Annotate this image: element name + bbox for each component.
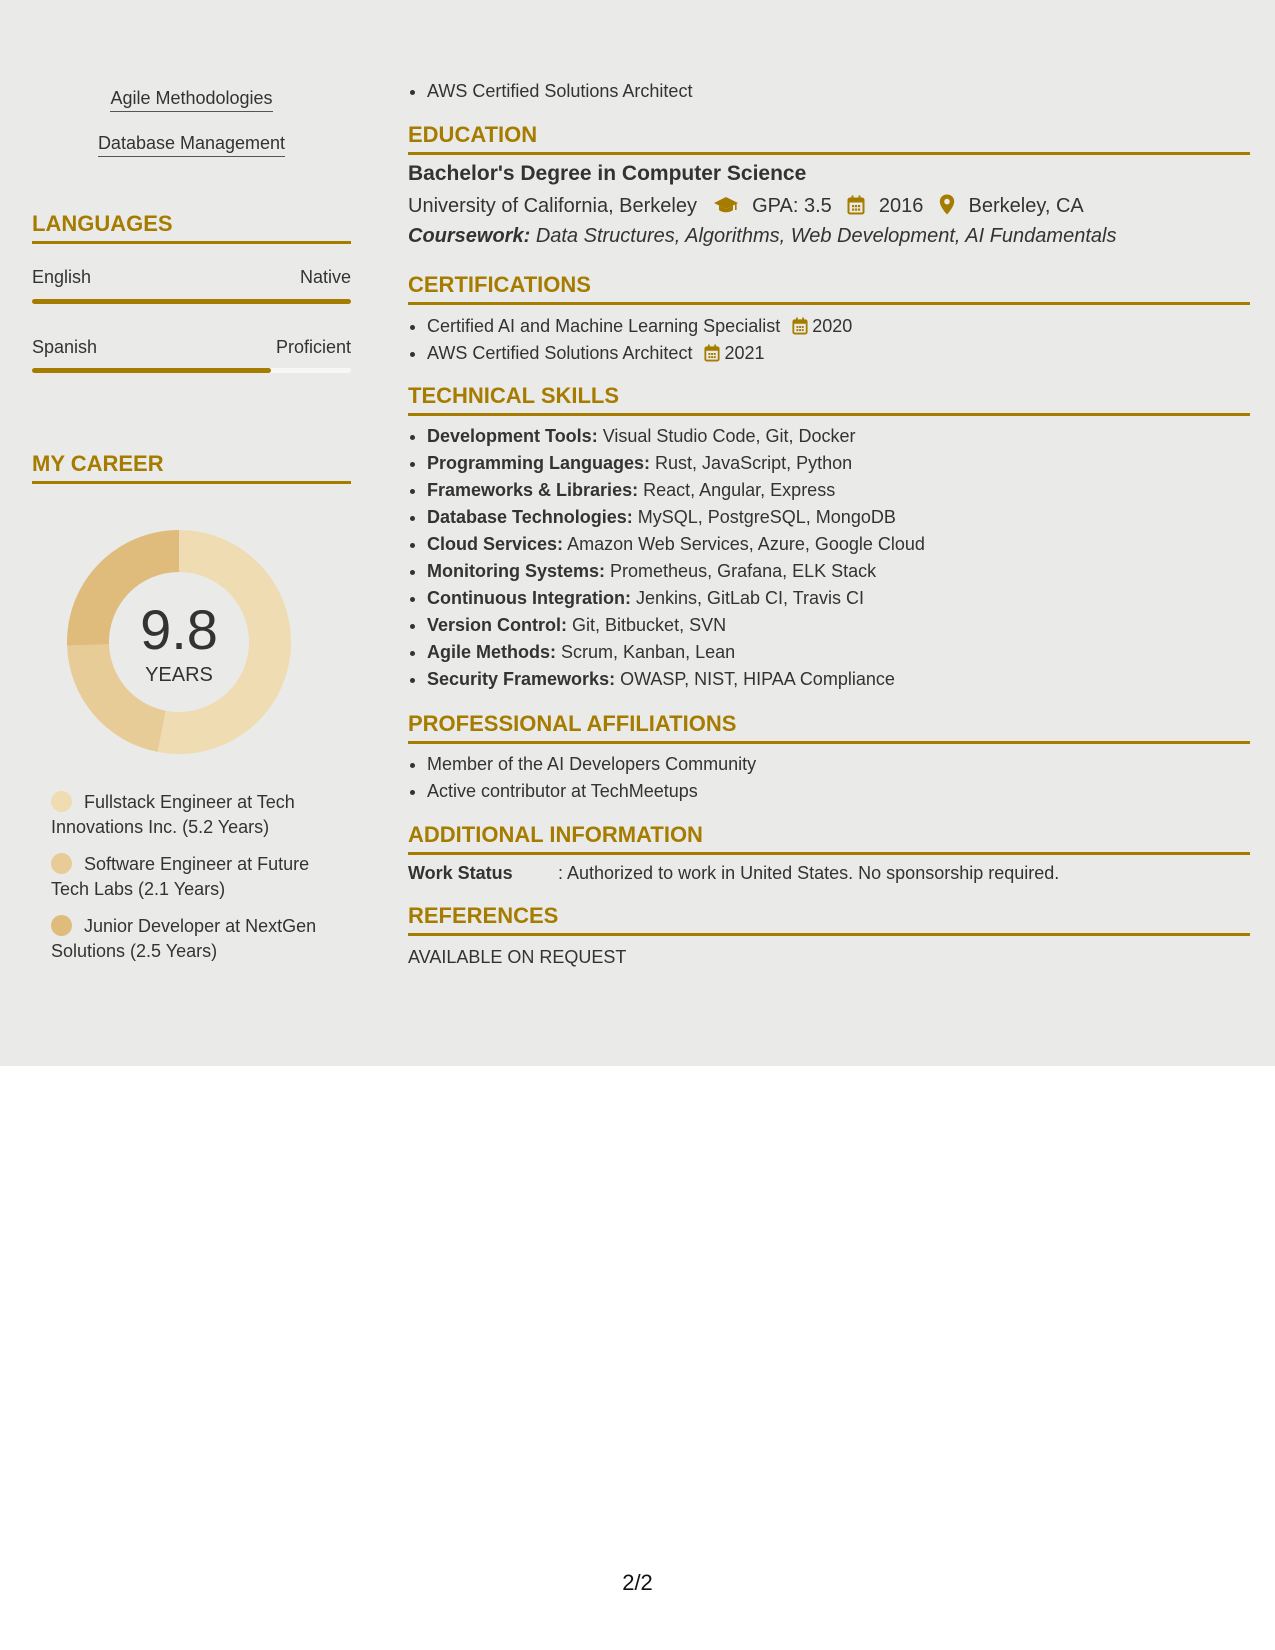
language-name: English: [32, 267, 92, 287]
education-gpa: GPA: 3.5: [752, 195, 832, 217]
technical-skills-list: [408, 423, 1247, 693]
list-item: • Security Frameworks: OWASP, NIST, HIPAA Compliance: [427, 666, 1247, 693]
language-name: Spanish: [32, 337, 98, 357]
certifications-heading: CERTIFICATIONS: [408, 272, 1250, 305]
calendar-icon: [792, 317, 808, 335]
career-donut: [67, 530, 291, 754]
references-heading: REFERENCES: [408, 903, 1250, 936]
additional-info-heading: ADDITIONAL INFORMATION: [408, 822, 1250, 855]
certification-continuation-list: [408, 78, 1247, 105]
technical-skills-heading: TECHNICAL SKILLS: [408, 383, 1250, 416]
language-level: Proficient: [275, 337, 351, 357]
career-unit: YEARS: [145, 664, 213, 686]
list-item: • Agile Methods: Scrum, Kanban, Lean: [427, 639, 1247, 666]
list-item: • Development Tools: Visual Studio Code, Git, Docker: [427, 423, 1247, 450]
education-year: 2016: [878, 195, 924, 217]
career-legend-item: Software Engineer at Future Tech Labs (2.1 Years): [51, 854, 310, 899]
list-item: • Monitoring Systems: Prometheus, Grafana, ELK Stack: [427, 558, 1247, 585]
career-total: 9.8: [140, 598, 218, 661]
references-text: AVAILABLE ON REQUEST: [408, 947, 627, 967]
education-details: [408, 194, 1084, 218]
language-proficiency-bar: [32, 368, 351, 373]
skill-tag: Agile Methodologies: [32, 88, 351, 109]
list-item: • Cloud Services: Amazon Web Services, Azure, Google Cloud: [427, 531, 1247, 558]
calendar-icon: [704, 344, 720, 362]
career-legend-item: Junior Developer at NextGen Solutions (2.5 Years): [51, 916, 317, 961]
page-number: 2/2: [622, 1570, 653, 1595]
career-legend-item: Fullstack Engineer at Tech Innovations Inc. (5.2 Years): [51, 792, 295, 837]
list-item: • Active contributor at TechMeetups: [427, 778, 1247, 805]
education-location: Berkeley, CA: [968, 195, 1084, 217]
work-status-value: : Authorized to work in United States. No sponsorship required.: [558, 863, 1060, 883]
list-item: • Certified AI and Machine Learning Specialist 2020: [427, 313, 1247, 340]
list-item: • Continuous Integration: Jenkins, GitLab CI, Travis CI: [427, 585, 1247, 612]
list-item: • Database Technologies: MySQL, PostgreSQL, MongoDB: [427, 504, 1247, 531]
graduation-cap-icon: [713, 195, 739, 215]
list-item: • Programming Languages: Rust, JavaScript, Python: [427, 450, 1247, 477]
language-proficiency-bar: [32, 299, 351, 304]
career-donut-center: [67, 530, 291, 754]
list-item: • Version Control: Git, Bitbucket, SVN: [427, 612, 1247, 639]
language-row: [32, 337, 351, 358]
career-legend-dot: [51, 853, 72, 874]
affiliations-heading: PROFESSIONAL AFFILIATIONS: [408, 711, 1250, 744]
affiliations-list: [408, 751, 1247, 805]
list-item: • AWS Certified Solutions Architect 2021: [427, 340, 1247, 367]
work-status-label: Work Status: [408, 863, 513, 883]
list-item: • AWS Certified Solutions Architect: [427, 78, 1247, 105]
education-heading: EDUCATION: [408, 122, 1250, 155]
coursework-value: Data Structures, Algorithms, Web Development, AI Fundamentals: [535, 225, 1117, 247]
career-legend-dot: [51, 915, 72, 936]
work-status: [408, 863, 1059, 884]
language-level: Native: [299, 267, 351, 287]
languages-heading: LANGUAGES: [32, 211, 351, 244]
list-item: • Frameworks & Libraries: React, Angular, Express: [427, 477, 1247, 504]
location-pin-icon: [939, 194, 955, 215]
career-heading: MY CAREER: [32, 451, 351, 484]
education-coursework: [408, 225, 1116, 248]
career-legend-dot: [51, 791, 72, 812]
language-row: [32, 267, 351, 288]
skill-tag: Database Management: [32, 133, 351, 154]
education-degree: Bachelor's Degree in Computer Science: [408, 162, 807, 185]
language-proficiency-fill: [32, 368, 271, 373]
calendar-icon: [847, 195, 865, 215]
language-proficiency-fill: [32, 299, 351, 304]
coursework-label: Coursework:: [408, 225, 531, 247]
education-school: University of California, Berkeley: [408, 195, 697, 217]
certifications-list: [408, 313, 1247, 367]
list-item: • Member of the AI Developers Community: [427, 751, 1247, 778]
